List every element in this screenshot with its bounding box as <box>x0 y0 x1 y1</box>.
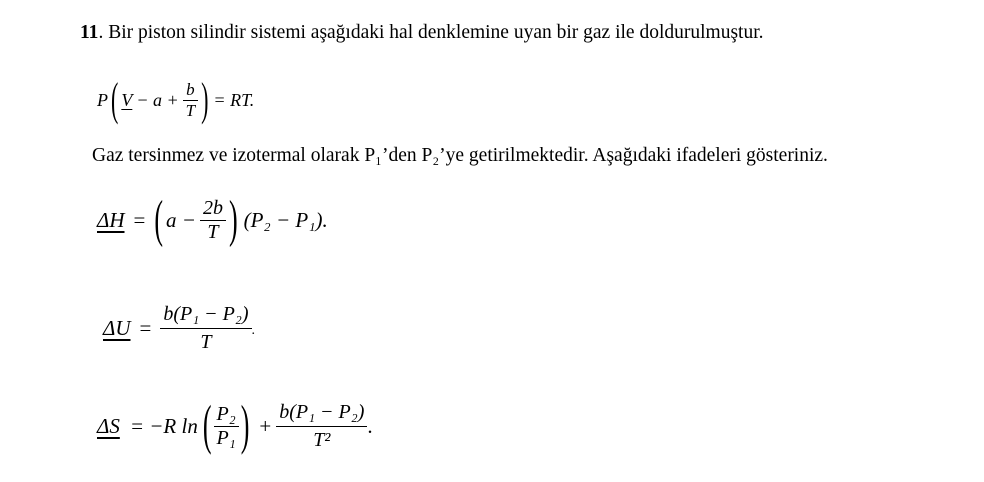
ds-end: . <box>367 413 373 438</box>
dh-a-minus: a − <box>166 207 196 232</box>
ds-frac-den: T² <box>276 426 367 452</box>
equation-delta-s <box>97 392 373 460</box>
dh-left-paren: ( <box>154 190 164 248</box>
equation-delta-h <box>97 190 328 250</box>
ds-p-num: P₂ <box>216 402 236 425</box>
eos-right-paren: ) <box>201 72 209 126</box>
problem-number: 11 <box>80 22 99 43</box>
eos-fraction <box>183 80 198 121</box>
eos-minus-a: − a + <box>136 89 179 110</box>
eos-v: V <box>121 89 133 110</box>
eos-frac-num: b <box>186 79 195 99</box>
dh-frac-den: T <box>200 220 226 244</box>
ds-fraction <box>276 401 367 452</box>
du-fraction <box>160 303 251 354</box>
ds-frac-num: b(P₁ − P₂) <box>279 400 365 423</box>
instruction-text: Gaz tersinmez ve izotermal olarak P₁’den P₂’ye getirilmektedir. Aşağıdaki ifadeleri gösteriniz. <box>92 145 828 166</box>
ds-p-den: P₁ <box>214 426 239 450</box>
ds-left-paren: ( <box>202 394 212 456</box>
ds-right-paren: ) <box>240 394 250 456</box>
eos-left-paren: ( <box>111 72 119 126</box>
ds-pressure-fraction <box>214 403 239 450</box>
dh-equals: = <box>133 207 146 232</box>
eos-p: P <box>97 89 108 110</box>
dh-frac-num: 2b <box>202 196 223 219</box>
equation-delta-u <box>103 298 255 358</box>
dh-lhs: ΔH <box>97 207 125 232</box>
du-equals: = <box>139 315 152 340</box>
du-lhs: ΔU <box>103 315 131 340</box>
ds-lhs: ΔS <box>97 413 120 438</box>
problem-text: . Bir piston silindir sistemi aşağıdaki hal denklemine uyan bir gaz ile doldurulmuştur. <box>98 22 764 43</box>
problem-statement <box>80 22 764 44</box>
du-frac-num: b(P₁ − P₂) <box>163 302 249 325</box>
dh-right-paren: ) <box>228 190 238 248</box>
du-frac-den: T <box>160 328 251 354</box>
eos-frac-den: T <box>183 100 198 121</box>
du-end: . <box>251 323 255 338</box>
ds-rhs-start: = −R ln <box>129 413 198 438</box>
dh-tail: (P₂ − P₁). <box>243 207 328 232</box>
equation-of-state <box>97 72 254 128</box>
ds-plus: + <box>259 413 272 438</box>
dh-fraction <box>200 197 226 244</box>
eos-rhs: = RT. <box>213 89 255 110</box>
